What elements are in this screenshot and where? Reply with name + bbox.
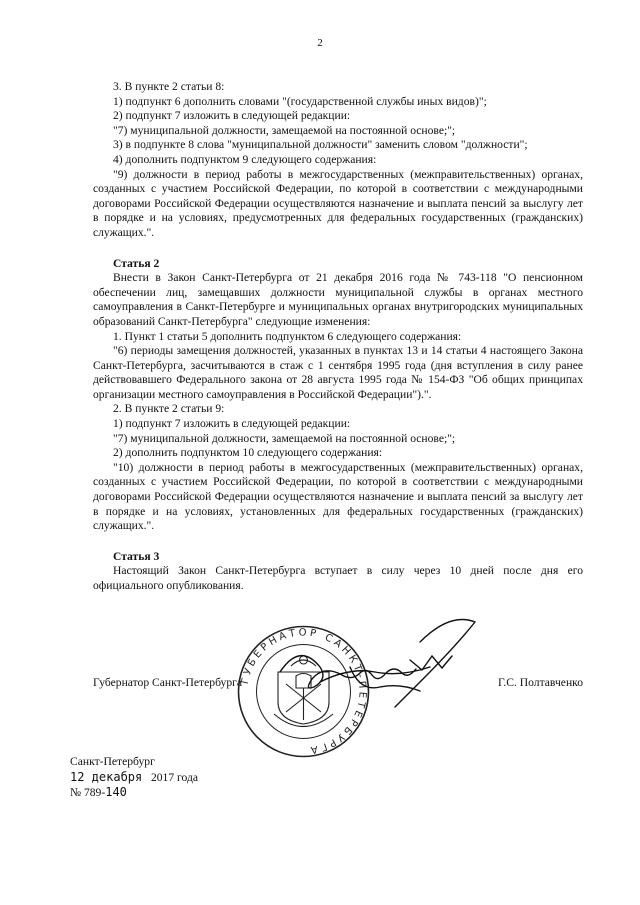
paragraph: 2) дополнить подпунктом 10 следующего содержания:: [113, 446, 383, 460]
signatory-title: Губернатор Санкт-Петербурга: [93, 676, 243, 689]
paragraph: 2) подпункт 7 изложить в следующей редакции:: [113, 109, 351, 123]
law-number: [70, 785, 198, 801]
paragraph: "9) должности в период работы в межгосударственных (межправительственных) органах, созданных с участием Российской Федерации, по которой в соответствии с международными договорами Российской Федерации осуществляются назначение и выплата пенсий за выслугу лет в порядке и на условиях, предусмотренных для федеральных государственных (гражданских) служащих.".: [93, 167, 583, 239]
page-number: 2: [317, 37, 323, 49]
city-name: Санкт-Петербург: [70, 755, 155, 768]
paragraph: 1. Пункт 1 статьи 5 дополнить подпунктом 6 следующего содержания:: [113, 329, 462, 343]
paragraph: 3) в подпункте 8 слова "муниципальной должности" заменить словом "должности";: [113, 138, 528, 152]
law-number-prefix: № 789-: [70, 786, 106, 800]
paragraph: Настоящий Закон Санкт-Петербурга вступает в силу через 10 дней после дня его официального опубликования.: [93, 564, 583, 592]
article-heading: Статья 3: [113, 549, 160, 563]
paragraph: Внести в Закон Санкт-Петербурга от 21 декабря 2016 года № 743-118 "О пенсионном обеспечении лиц, замещавших должности муниципальной службы в органах местного самоуправления в Санкт-Петербурге и муниципальных органах внутригородских муниципальных образований Санкт-Петербурга" следующие изменения:: [93, 271, 583, 328]
paragraph-spacer: [93, 534, 583, 550]
article-heading: Статья 2: [113, 256, 160, 270]
signing-date: [70, 770, 198, 786]
paragraph: 2. В пункте 2 статьи 9:: [113, 402, 225, 416]
footer-block: [70, 755, 198, 801]
paragraph: 4) дополнить подпунктом 9 следующего содержания:: [113, 152, 377, 166]
date-handwritten: 12 декабря: [70, 769, 143, 784]
paragraph: 1) подпункт 6 дополнить словами "(государственной службы иных видов)";: [113, 94, 487, 108]
paragraph: "7) муниципальной должности, замещаемой на постоянной основе;";: [113, 431, 456, 445]
svg-text:ГУБЕРНАТОР САНКТ-ПЕТЕРБУРГА: ГУБЕРНАТОР САНКТ-ПЕТЕРБУРГА: [239, 627, 368, 756]
paragraph-spacer: [93, 241, 583, 257]
paragraph: 1) подпункт 7 изложить в следующей редакции:: [113, 417, 351, 431]
paragraph: "10) должности в период работы в межгосударственных (межправительственных) органах, созданных с участием Российской Федерации, по которой в соответствии с международными договорами Российской Федерации осуществляются назначение и выплата пенсий за выслугу лет в порядке и на условиях, установленных для федеральных государственных (гражданских) служащих.".: [93, 460, 583, 533]
law-number-handwritten: 140: [105, 785, 127, 800]
handwritten-signature-icon: [260, 612, 490, 732]
document-body: [93, 80, 583, 594]
paragraph: "7) муниципальной должности, замещаемой на постоянной основе;";: [113, 123, 456, 137]
paragraph: "6) периоды замещения должностей, указанных в пунктах 13 и 14 статьи 4 настоящего Закона Санкт-Петербурга, засчитываются в стаж с 1 сентября 1995 года (дня вступления в силу ранее действовавшего Федерального закона от 28 августа 1995 года № 154-ФЗ "Об общих принципах организации местного самоуправления в Российской Федерации").".: [93, 344, 583, 401]
date-year: 2017 года: [150, 770, 199, 784]
signatory-name: Г.С. Полтавченко: [497, 676, 583, 689]
paragraph: 3. В пункте 2 статьи 8:: [113, 80, 225, 93]
